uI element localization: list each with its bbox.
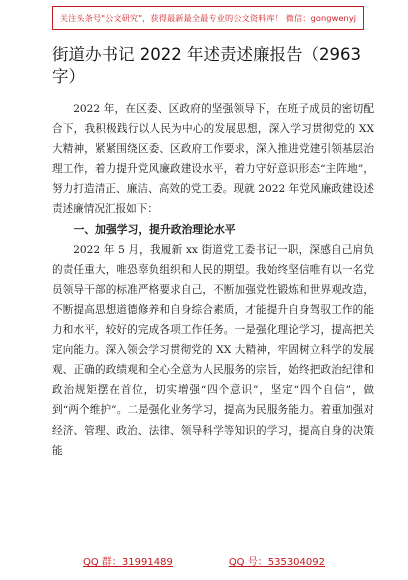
document-body — [52, 99, 374, 461]
footer — [0, 553, 408, 573]
qq-group-link[interactable]: QQ 群：31991489 — [82, 557, 173, 568]
qq-number-link[interactable]: QQ 号：535304092 — [228, 557, 325, 568]
document-title: 街道办书记 2022 年述责述廉报告（2963 字） — [52, 45, 361, 86]
section-paragraph: 2022 年 5 月，我履新 xx 街道党工委书记一职，深感自己肩负的责任重大，唯恐辜负组织和人民的期望。我始终坚信唯有以一名党员领导干部的标准严格要求自己，不断加强党性锻炼和世界观改造，不断提高思想道德修养和自身综合素质，才能提升自身驾驭工作的能力和水平，较好的完成各项工作任务。一是强化理论学习，提高把关定向能力。深入领会学习贯彻党的 XX 大精神，牢固树立科学的发展观、正确的政绩观和全心全意为人民服务的宗旨，始终把政治纪律和政治规矩摆在首位，切实增强“四个意识”，坚定“四个自信”，做到“两个维护”。二是强化业务学习，提高为民服务能力。着重加强对经济、管理、政治、法律、领导科学等知识的学习，提高自身的决策能 — [52, 243, 374, 457]
header-banner — [52, 6, 364, 30]
intro-paragraph: 2022 年，在区委、区政府的坚强领导下，在班子成员的密切配合下，我积极践行以人民为中心的发展思想，深入学习贯彻党的 XX 大精神，紧紧围绕区委、区政府工作要求，深入推进党建引领基层治理工作，着力提升党风廉政建设水平，着力守好意识形态“主阵地”，努力打造清正、廉洁、高效的党工委。现就 2022 年党风廉政建设述责述廉情况汇报如下： — [52, 103, 374, 216]
banner-text: 关注头条号"公文研究"，获得最新最全最专业的公文资料库！ 微信：gongwenyj — [59, 12, 357, 23]
section-heading: 一、加强学习，提升政治理论水平 — [73, 222, 236, 236]
